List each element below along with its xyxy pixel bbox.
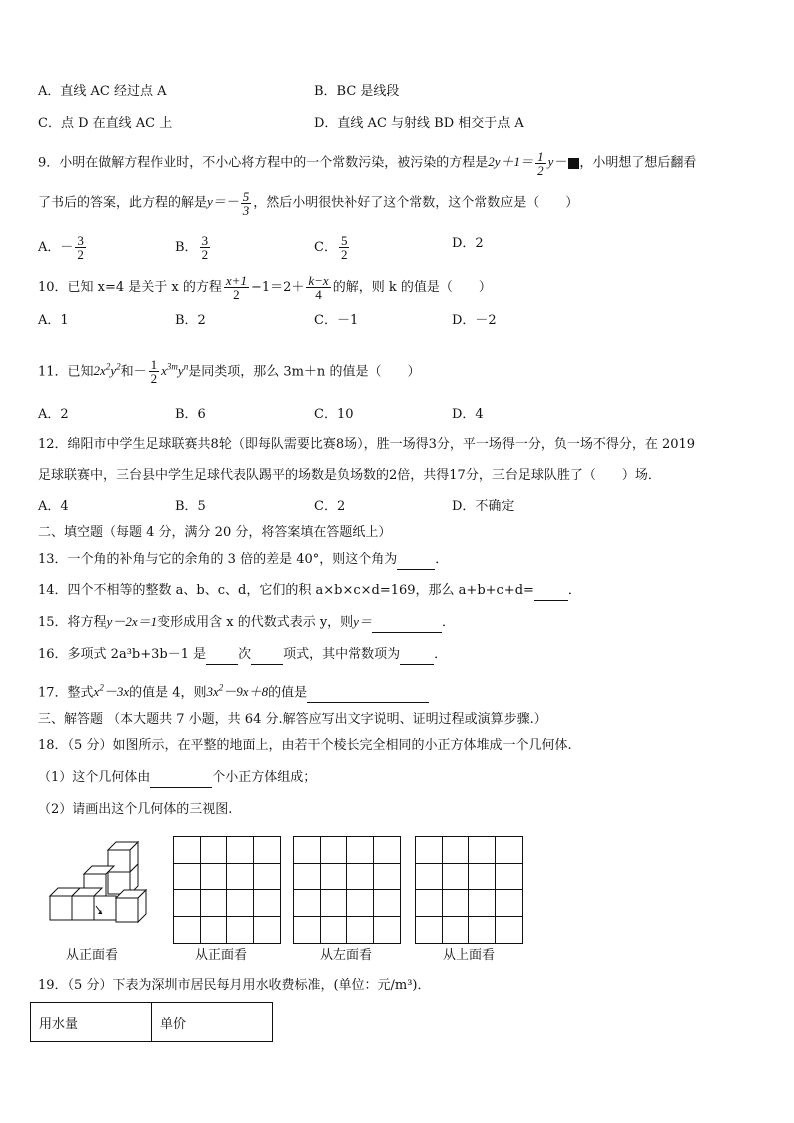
- section3-heading: 三、解答题 （本大题共 7 小题，共 64 分.解答应写出文字说明、证明过程或演算步骤.）: [38, 712, 547, 727]
- q12-line1: 12．绵阳市中学生足球联赛共8轮（即每队需要比赛8场），胜一场得3分，平一场得一分，负一场不得分，在 2019: [38, 437, 696, 452]
- q8-option-d: D．直线 AC 与射线 BD 相交于点 A: [314, 116, 524, 131]
- q9-line1: 9．小明在做解方程作业时，不小心将方程中的一个常数污染，被污染的方程是2y＋1＝ $\frac{1}{2}$ y－ ，小明想了想后翻看: [38, 149, 697, 178]
- q10-option-b: B．2: [175, 313, 206, 328]
- q15: 15．将方程y－2x＝1变形成用含 x 的代数式表示 y，则y＝ ．: [38, 612, 455, 633]
- q12-option-c: C．2: [314, 499, 346, 514]
- answer-blank[interactable]: [251, 648, 283, 665]
- q13: 13．一个角的补角与它的余角的 3 倍的差是 40°，则这个角为 ．: [38, 550, 448, 570]
- q19-stem: 19．（5 分）下表为深圳市居民每月用水收费标准，(单位：元/m³)．: [38, 978, 431, 993]
- q8-option-c: C．点 D 在直线 AC 上: [38, 116, 173, 131]
- water-fee-table: [30, 1002, 273, 1042]
- q11-option-a: A．2: [38, 407, 69, 422]
- caption-figure: 从正面看: [66, 948, 119, 963]
- left-view-grid[interactable]: [293, 836, 401, 944]
- q18-stem: 18．（5 分）如图所示，在平整的地面上，由若干个棱长完全相同的小正方体堆成一个几何体.: [38, 738, 572, 753]
- caption-left-view: 从左面看: [320, 948, 373, 963]
- q12-option-a: A．4: [38, 499, 69, 514]
- q9-line2: 了书后的答案，此方程的解是y＝－ $\frac{5}{3}$ ，然后小明很快补好了这个常数，这个常数应是（ ）: [38, 189, 579, 218]
- front-view-grid[interactable]: [173, 836, 281, 944]
- q17: 17．整式$x^2-3x$的值是 4，则$3x^2-9x+8$的值是: [38, 678, 429, 703]
- answer-blank[interactable]: [150, 771, 212, 788]
- q14: 14．四个不相等的整数 a、b、c、d，它们的积 a×b×c×d=169，那么 a+b+c+d= ．: [38, 581, 581, 601]
- q9-option-c: C． $\frac{5}{2}$: [314, 233, 348, 262]
- caption-front-view: 从正面看: [195, 948, 248, 963]
- answer-blank[interactable]: [307, 686, 429, 703]
- q9-equation: 2y＋1＝ $\frac{1}{2}$ y－: [488, 154, 579, 169]
- q9-solution: y＝－ $\frac{5}{3}$: [207, 189, 250, 218]
- q12-option-b: B．5: [175, 499, 206, 514]
- q18-part1: （1）这个几何体由 个小正方体组成；: [38, 768, 316, 788]
- answer-blank[interactable]: [534, 584, 568, 601]
- q10-option-c: C．－1: [314, 313, 359, 328]
- answer-blank[interactable]: [400, 648, 434, 665]
- q16: 16．多项式 2a³b+3b－1 是 次 项式，其中常数项为 ．: [38, 645, 447, 665]
- caption-top-view: 从上面看: [443, 948, 496, 963]
- q10-option-a: A．1: [38, 313, 69, 328]
- answer-blank[interactable]: [372, 616, 442, 633]
- q9-option-a: A．－ $\frac{3}{2}$: [38, 233, 84, 262]
- q8-option-a: A．直线 AC 经过点 A: [38, 84, 167, 99]
- q12-line2: 足球联赛中，三台县中学生足球代表队踢平的场数是负场数的2倍，共得17分，三台足球队胜了（ ）场．: [38, 468, 661, 483]
- q8-option-b: B．BC 是线段: [314, 84, 400, 99]
- q9-option-b: B． $\frac{3}{2}$: [175, 233, 209, 262]
- section2-heading: 二、填空题（每题 4 分，满分 20 分，将答案填在答题纸上）: [38, 525, 392, 540]
- table-row: [31, 1003, 273, 1042]
- top-view-grid[interactable]: [415, 836, 523, 944]
- q10-stem: 10．已知 x=4 是关于 x 的方程 $\frac{x+1}{2}$ −1＝2＋ $\frac{k-x}{4}$ 的解，则 k 的值是（ ）: [38, 273, 492, 302]
- q11-option-d: D．4: [452, 407, 484, 422]
- table-header-usage: 用水量: [31, 1003, 152, 1042]
- ink-blot-icon: [568, 158, 579, 169]
- q11-option-b: B．6: [175, 407, 206, 422]
- q10-option-d: D．－2: [452, 313, 497, 328]
- answer-blank[interactable]: [206, 648, 238, 665]
- q12-option-d: D．不确定: [452, 499, 515, 514]
- q11-option-c: C．10: [314, 407, 354, 422]
- q9-option-d: D．2: [452, 236, 484, 251]
- answer-blank[interactable]: [397, 553, 435, 570]
- q11-stem: 11．已知$2x^2y^2$和－ $\frac{1}{2}$ $x^{3m}y^n$是同类项，那么 3m＋n 的值是（ ）: [38, 357, 421, 387]
- table-header-price: 单价: [152, 1003, 273, 1042]
- cube-stack-figure: [46, 836, 150, 940]
- q18-part2: （2）请画出这个几何体的三视图.: [38, 802, 233, 817]
